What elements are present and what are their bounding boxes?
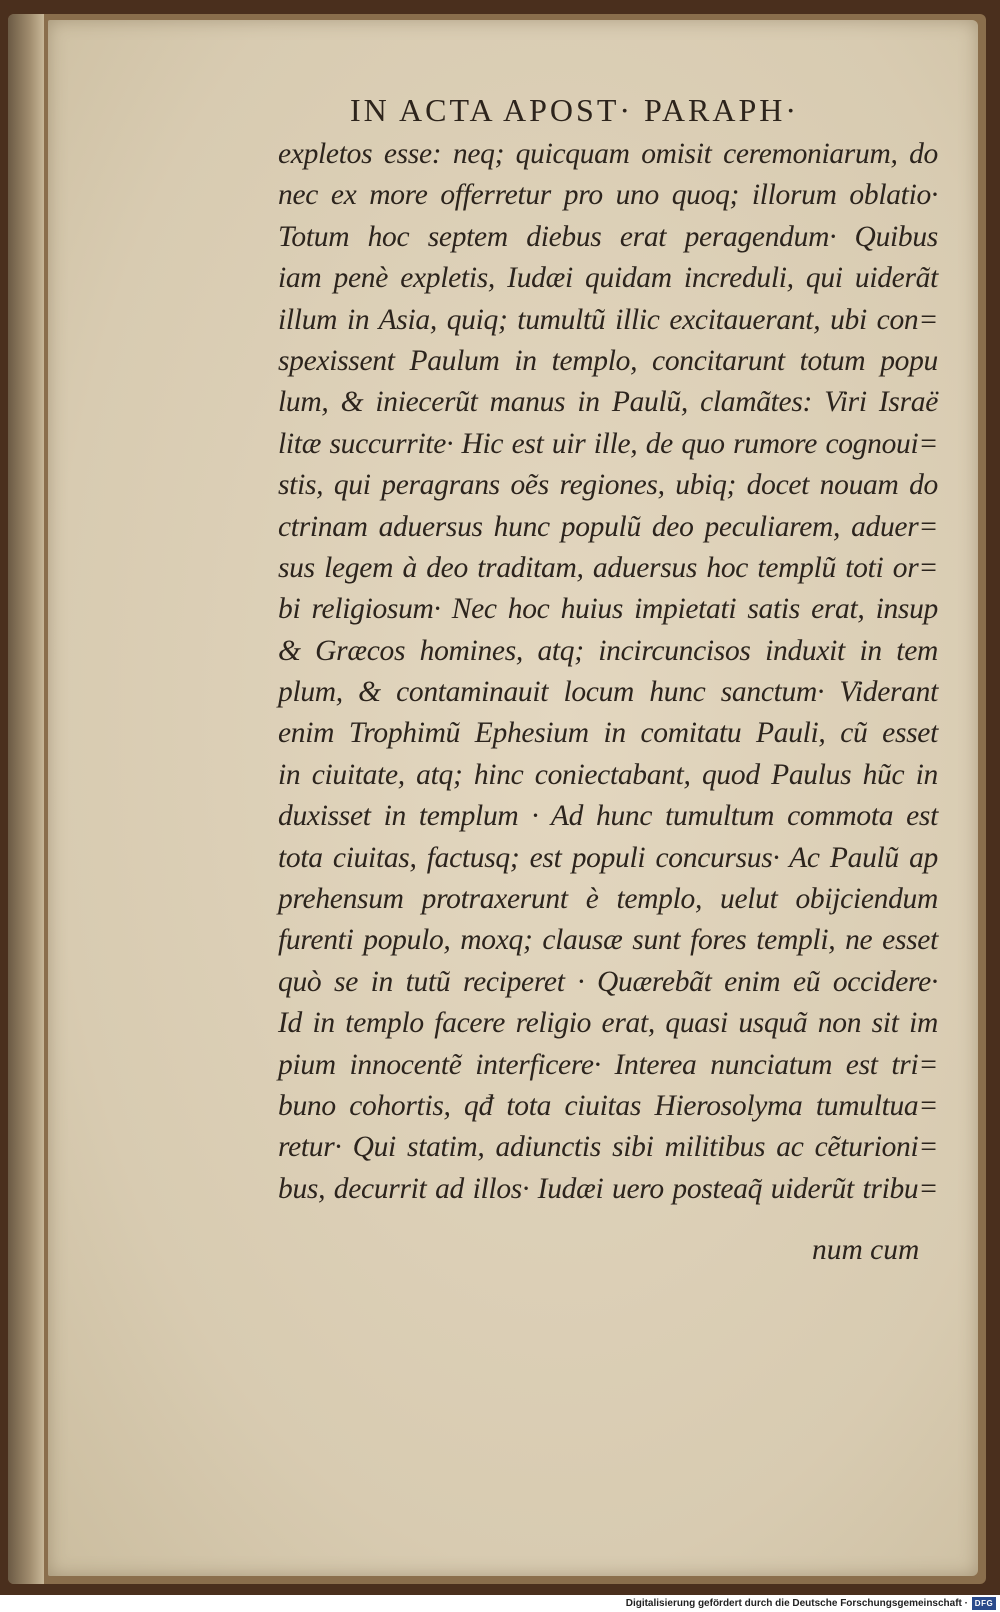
- text-line: furenti populo, moxq; clausæ sunt fores templi, ne esset: [278, 924, 938, 957]
- text-line: stis, qui peragrans oẽs regiones, ubiq; docet nouam do: [278, 469, 938, 502]
- text-line: iam penè expletis, Iudæi quidam increduli, qui uiderãt: [278, 262, 938, 295]
- text-line: buno cohortis, qđ tota ciuitas Hierosolyma tumultua=: [278, 1089, 938, 1122]
- catchword: num cum: [812, 1234, 920, 1266]
- text-line: enim Trophimũ Ephesium in comitatu Pauli, cũ esset: [278, 717, 938, 750]
- text-line: nec ex more offerretur pro uno quoq; illorum oblatio·: [278, 179, 938, 212]
- text-line: duxisset in templum · Ad hunc tumultum commota est: [278, 800, 938, 833]
- text-line: expletos esse: neq; quicquam omisit ceremoniarum, do: [278, 138, 938, 170]
- text-line: & Græcos homines, atq; incircuncisos induxit in tem: [278, 634, 938, 667]
- text-line: in ciuitate, atq; hinc coniectabant, quod Paulus hũc in: [278, 758, 938, 791]
- text-line: litæ succurrite· Hic est uir ille, de quo rumore cognoui=: [278, 427, 938, 460]
- text-line: bi religiosum· Nec hoc huius impietati satis erat, insup: [278, 593, 938, 626]
- text-line: illum in Asia, quiq; tumultũ illic excitauerant, ubi con=: [278, 303, 938, 336]
- text-line: Totum hoc septem diebus erat peragendum· Quibus: [278, 220, 938, 253]
- text-line: pium innocentẽ interficere· Interea nunciatum est tri=: [278, 1048, 938, 1081]
- text-line: prehensum protraxerunt è templo, uelut obijciendum: [278, 883, 938, 916]
- text-line: plum, & contaminauit locum hunc sanctum· Viderant: [278, 676, 938, 709]
- text-line: retur· Qui statim, adiunctis sibi militibus ac cẽturioni=: [278, 1131, 938, 1164]
- text-line: sus legem à deo traditam, aduersus hoc templũ toti or=: [278, 551, 938, 584]
- body-text: [278, 134, 938, 1274]
- dfg-logo-icon: DFG: [972, 1597, 996, 1610]
- text-line: lum, & iniecerũt manus in Paulũ, clamãtes: Viri Israë: [278, 386, 938, 419]
- text-line: ctrinam aduersus hunc populũ deo peculiarem, aduer=: [278, 510, 938, 543]
- text-line: spexissent Paulum in templo, concitarunt totum popu: [278, 344, 938, 377]
- text-line: Id in templo facere religio erat, quasi usquã non sit im: [278, 1007, 938, 1040]
- footer-credit: Digitalisierung gefördert durch die Deutsche Forschungsgemeinschaft ·: [625, 1598, 968, 1609]
- running-head: IN ACTA APOST· PARAPH·: [350, 92, 800, 128]
- text-line: tota ciuitas, factusq; est populi concursus· Ac Paulũ ap: [278, 841, 938, 874]
- text-line: bus, decurrit ad illos· Iudæi uero posteaq̃ uiderũt tribu=: [278, 1172, 938, 1205]
- book-gutter: [8, 14, 44, 1584]
- text-line: quò se in tutũ reciperet · Quærebãt enim eũ occidere·: [278, 965, 938, 998]
